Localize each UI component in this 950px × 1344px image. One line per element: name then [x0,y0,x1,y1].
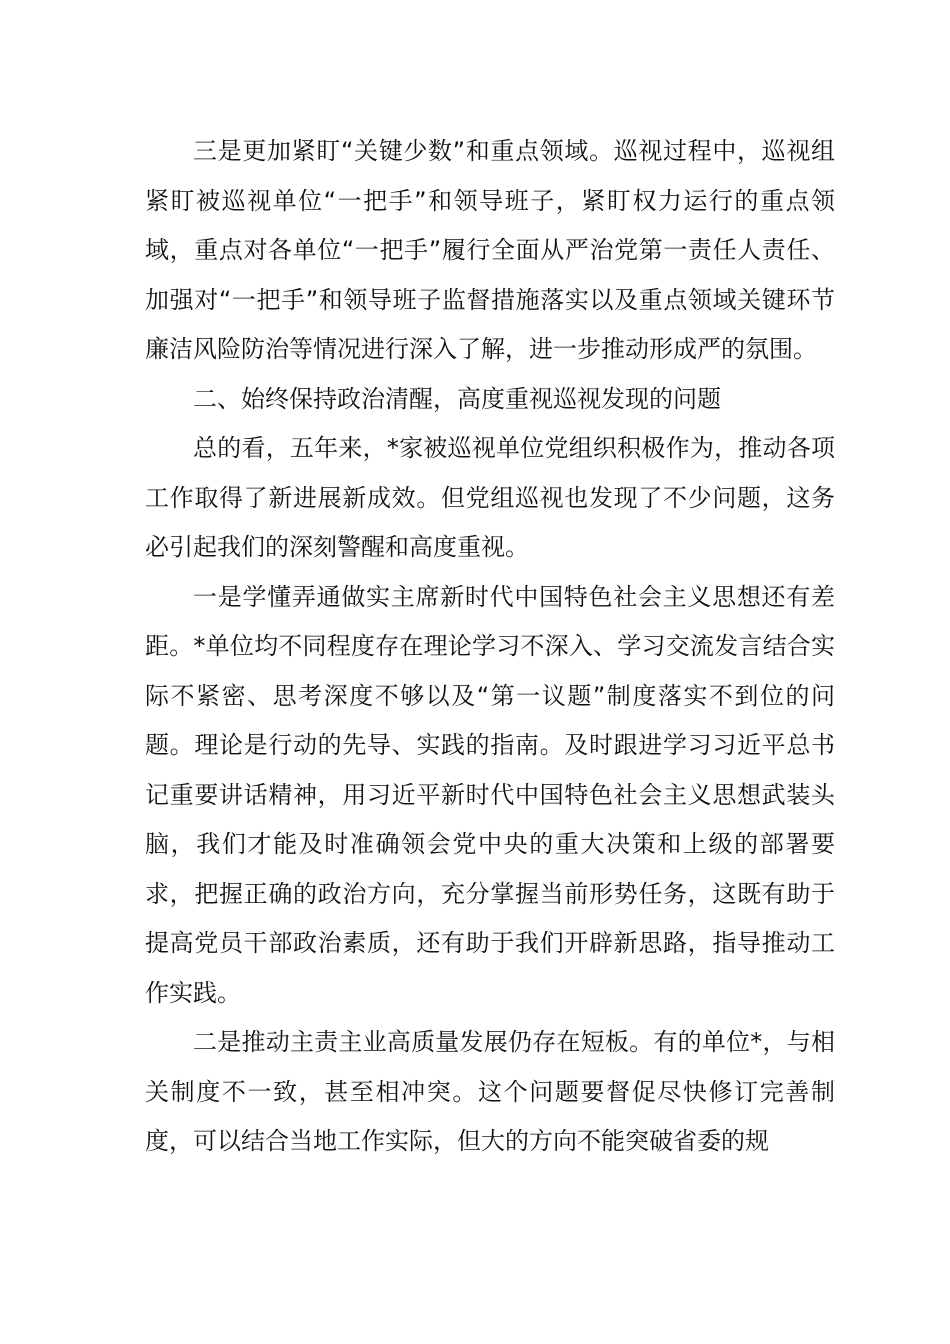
paragraph-key-minority: 三是更加紧盯“关键少数”和重点领域。巡视过程中，巡视组紧盯被巡视单位“一把手”和领导班子，紧盯权力运行的重点领域，重点对各单位“一把手”履行全面从严治党第一责任人责任、加强对“一把手”和领导班子监督措施落实以及重点领域关键环节廉洁风险防治等情况进行深入了解，进一步推动形成严的氛围。 [145,137,835,363]
paragraph-overview: 总的看，五年来，*家被巡视单位党组织积极作为，推动各项工作取得了新进展新成效。但党组巡视也发现了不少问题，这务必引起我们的深刻警醒和高度重视。 [145,434,835,561]
document-body [145,127,835,1167]
paragraph-theory-study: 一是学懂弄通做实主席新时代中国特色社会主义思想还有差距。*单位均不同程度存在理论学习不深入、学习交流发言结合实际不紧密、思考深度不够以及“第一议题”制度落实不到位的问题。理论是行动的先导、实践的指南。及时跟进学习习近平总书记重要讲话精神，用习近平新时代中国特色社会主义思想武装头脑，我们才能及时准确领会党中央的重大决策和上级的部署要求，把握正确的政治方向，充分掌握当前形势任务，这既有助于提高党员干部政治素质，还有助于我们开辟新思路，指导推动工作实践。 [145,582,835,1007]
section-heading-two: 二、始终保持政治清醒，高度重视巡视发现的问题 [193,384,721,413]
paragraph-main-business: 二是推动主责主业高质量发展仍存在短板。有的单位*，与相关制度不一致，甚至相冲突。这个问题要督促尽快修订完善制度，可以结合当地工作实际，但大的方向不能突破省委的规 [145,1028,835,1155]
